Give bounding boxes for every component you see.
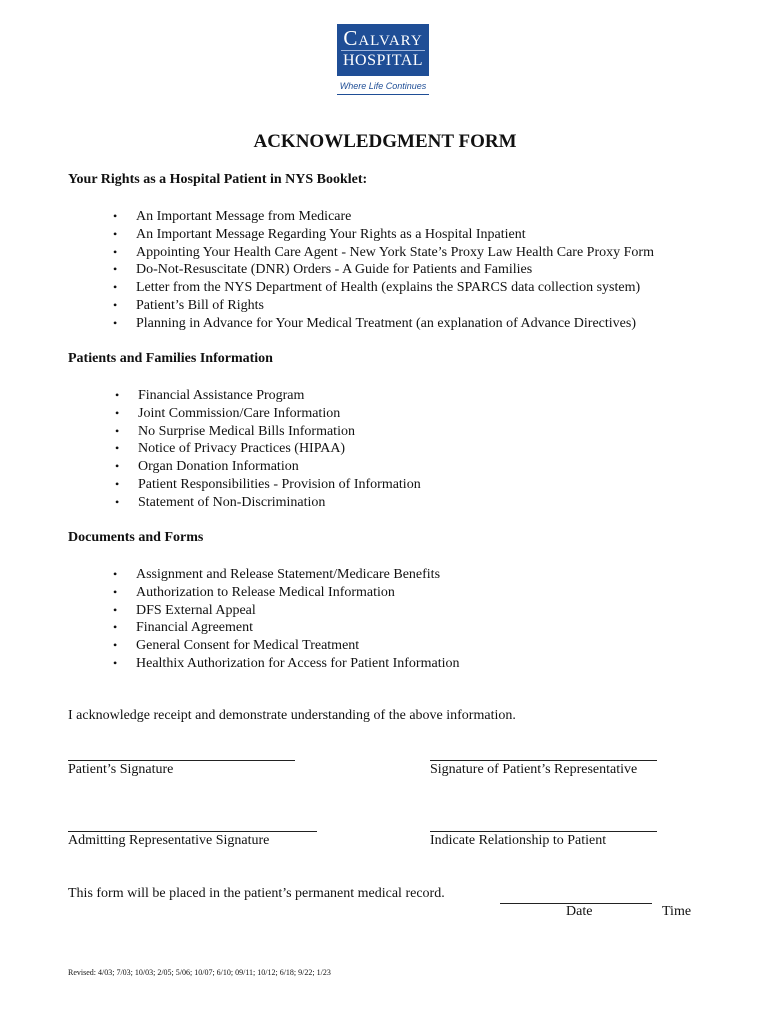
- bullet-icon: •: [113, 280, 118, 295]
- representative-signature-line[interactable]: [430, 760, 657, 761]
- relationship-line[interactable]: [430, 831, 657, 832]
- bullet-icon: •: [113, 226, 118, 241]
- relationship-label: Indicate Relationship to Patient: [430, 833, 607, 848]
- bullet-icon: •: [115, 441, 120, 456]
- list-item-text: Appointing Your Health Care Agent - New York State’s Proxy Law Health Care Proxy Form: [136, 244, 654, 260]
- list-item-text: An Important Message Regarding Your Rights as a Hospital Inpatient: [136, 226, 526, 242]
- bullet-icon: •: [115, 494, 120, 509]
- bullet-icon: •: [113, 602, 118, 617]
- list-item: [0, 494, 421, 512]
- bullet-icon: •: [115, 388, 120, 402]
- time-label: Time: [662, 904, 692, 919]
- list-item-text: Financial Agreement: [136, 620, 254, 636]
- list-item-text: Patient Responsibilities - Provision of Information: [138, 476, 421, 492]
- bullet-icon: •: [113, 655, 118, 670]
- logo-box: [337, 24, 429, 76]
- acknowledgment-statement: I acknowledge receipt and demonstrate understanding of the above information.: [68, 708, 516, 723]
- list-item: [0, 244, 654, 262]
- bullet-icon: •: [113, 209, 118, 223]
- section-heading-documents-forms: Documents and Forms: [68, 530, 204, 545]
- list-item-text: Statement of Non-Discrimination: [138, 494, 326, 510]
- list-item-text: Notice of Privacy Practices (HIPAA): [138, 441, 346, 457]
- bullet-icon: •: [115, 476, 120, 491]
- list-item: [0, 315, 654, 333]
- list-item: [0, 637, 459, 655]
- patient-signature-label: Patient’s Signature: [68, 762, 174, 777]
- bullet-icon: •: [115, 423, 120, 438]
- list-item: [0, 619, 459, 637]
- list-item-text: Joint Commission/Care Information: [138, 405, 341, 421]
- list-item: [0, 584, 459, 602]
- bullet-icon: •: [113, 567, 118, 581]
- bullet-icon: •: [113, 315, 118, 330]
- list-item-text: No Surprise Medical Bills Information: [138, 423, 355, 439]
- logo-rule: [337, 94, 429, 95]
- admitting-signature-line[interactable]: [68, 831, 317, 832]
- bullet-icon: •: [113, 262, 118, 277]
- section-heading-patients-families: Patients and Families Information: [68, 351, 273, 366]
- list-item-text: Letter from the NYS Department of Health (explains the SPARCS data collection system): [136, 280, 641, 296]
- list-item: [0, 655, 459, 673]
- rights-list: [0, 208, 654, 333]
- list-item: [0, 261, 654, 279]
- list-item-text: Patient’s Bill of Rights: [136, 297, 264, 313]
- bullet-icon: •: [113, 638, 118, 653]
- bullet-icon: •: [113, 584, 118, 599]
- list-item: [0, 458, 421, 476]
- bullet-icon: •: [115, 405, 120, 420]
- list-item-text: Financial Assistance Program: [138, 388, 305, 403]
- logo-hospital: HOSPITAL: [342, 52, 424, 69]
- list-item: [0, 279, 654, 297]
- list-item: [0, 226, 654, 244]
- list-item: [0, 208, 654, 226]
- list-item: [0, 476, 421, 494]
- bullet-icon: •: [115, 459, 120, 474]
- page-title: ACKNOWLEDGMENT FORM: [253, 131, 517, 152]
- list-item-text: DFS External Appeal: [136, 602, 256, 618]
- list-item: [0, 405, 421, 423]
- section-heading-rights: Your Rights as a Hospital Patient in NYS Booklet:: [68, 172, 368, 187]
- date-label: Date: [566, 904, 593, 919]
- bullet-icon: •: [113, 244, 118, 259]
- list-item: [0, 440, 421, 458]
- list-item-text: Healthix Authorization for Access for Patient Information: [136, 655, 460, 671]
- list-item: [0, 566, 459, 584]
- list-item-text: Do-Not-Resuscitate (DNR) Orders - A Guide for Patients and Families: [136, 262, 533, 278]
- logo-tagline: Where Life Continues: [339, 81, 427, 91]
- list-item-text: Assignment and Release Statement/Medicare Benefits: [136, 567, 441, 582]
- medical-record-statement: This form will be placed in the patient’s permanent medical record.: [68, 886, 445, 901]
- patients-families-list: [0, 387, 421, 512]
- list-item: [0, 297, 654, 315]
- documents-forms-list: [0, 566, 459, 673]
- representative-signature-label: Signature of Patient’s Representative: [430, 762, 638, 777]
- logo-name: Calvary: [343, 26, 423, 50]
- list-item-text: Organ Donation Information: [138, 459, 299, 475]
- list-item-text: General Consent for Medical Treatment: [136, 638, 360, 654]
- revision-history: Revised: 4/03; 7/03; 10/03; 2/05; 5/06; 10/07; 6/10; 09/11; 10/12; 6/18; 9/22; 1/23: [68, 968, 331, 977]
- list-item: [0, 387, 421, 405]
- patient-signature-line[interactable]: [68, 760, 295, 761]
- bullet-icon: •: [113, 620, 118, 635]
- hospital-logo: [337, 24, 429, 95]
- bullet-icon: •: [113, 297, 118, 312]
- list-item-text: Authorization to Release Medical Information: [136, 584, 395, 600]
- list-item: [0, 423, 421, 441]
- list-item-text: An Important Message from Medicare: [136, 209, 352, 224]
- admitting-signature-label: Admitting Representative Signature: [68, 833, 270, 848]
- list-item: [0, 602, 459, 620]
- list-item-text: Planning in Advance for Your Medical Treatment (an explanation of Advance Directives): [136, 315, 636, 331]
